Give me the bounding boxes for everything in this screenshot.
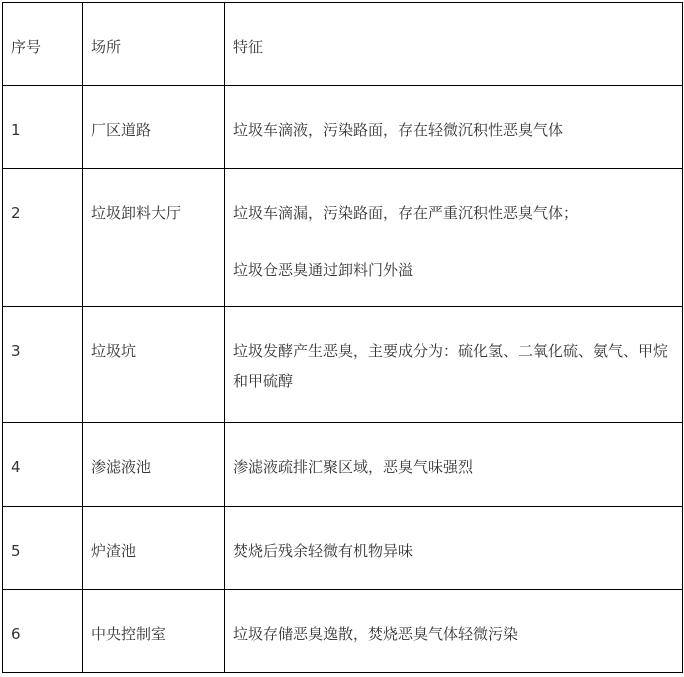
table-row (3, 590, 683, 673)
header-no: 序号 (3, 3, 83, 86)
row-no: 3 (3, 307, 83, 423)
row-feature (225, 507, 683, 590)
table-row (3, 86, 683, 169)
feature-text: 垃圾发酵产生恶臭，主要成分为：硫化氢、二氧化硫、氨气、甲烷和甲硫醇 (233, 342, 669, 390)
row-feature (225, 590, 683, 673)
table-row (3, 169, 683, 307)
feature-text: 垃圾车滴漏，污染路面，存在严重沉积性恶臭气体； (233, 204, 579, 222)
row-place: 厂区道路 (83, 86, 225, 169)
table-row (3, 423, 683, 507)
table-header-row (3, 3, 683, 86)
feature-text: 垃圾仓恶臭通过卸料门外溢 (233, 261, 414, 279)
row-place: 中央控制室 (83, 590, 225, 673)
odor-sources-table (2, 2, 683, 673)
row-feature (225, 169, 683, 307)
row-no: 6 (3, 590, 83, 673)
row-feature (225, 423, 683, 507)
row-feature (225, 86, 683, 169)
row-feature (225, 307, 683, 423)
feature-text: 垃圾存储恶臭逸散，焚烧恶臭气体轻微污染 (233, 625, 519, 643)
header-place: 场所 (83, 3, 225, 86)
row-place: 垃圾卸料大厅 (83, 169, 225, 307)
row-no: 5 (3, 507, 83, 590)
row-no: 1 (3, 86, 83, 169)
row-place: 炉渣池 (83, 507, 225, 590)
feature-text: 垃圾车滴液，污染路面，存在轻微沉积性恶臭气体 (233, 121, 564, 139)
row-no: 4 (3, 423, 83, 507)
header-feature: 特征 (225, 3, 683, 86)
table-row (3, 307, 683, 423)
feature-text: 渗滤液疏排汇聚区域，恶臭气味强烈 (233, 458, 474, 476)
row-place: 渗滤液池 (83, 423, 225, 507)
row-no: 2 (3, 169, 83, 307)
row-place: 垃圾坑 (83, 307, 225, 423)
table-row (3, 507, 683, 590)
feature-text: 焚烧后残余轻微有机物异味 (233, 542, 414, 560)
